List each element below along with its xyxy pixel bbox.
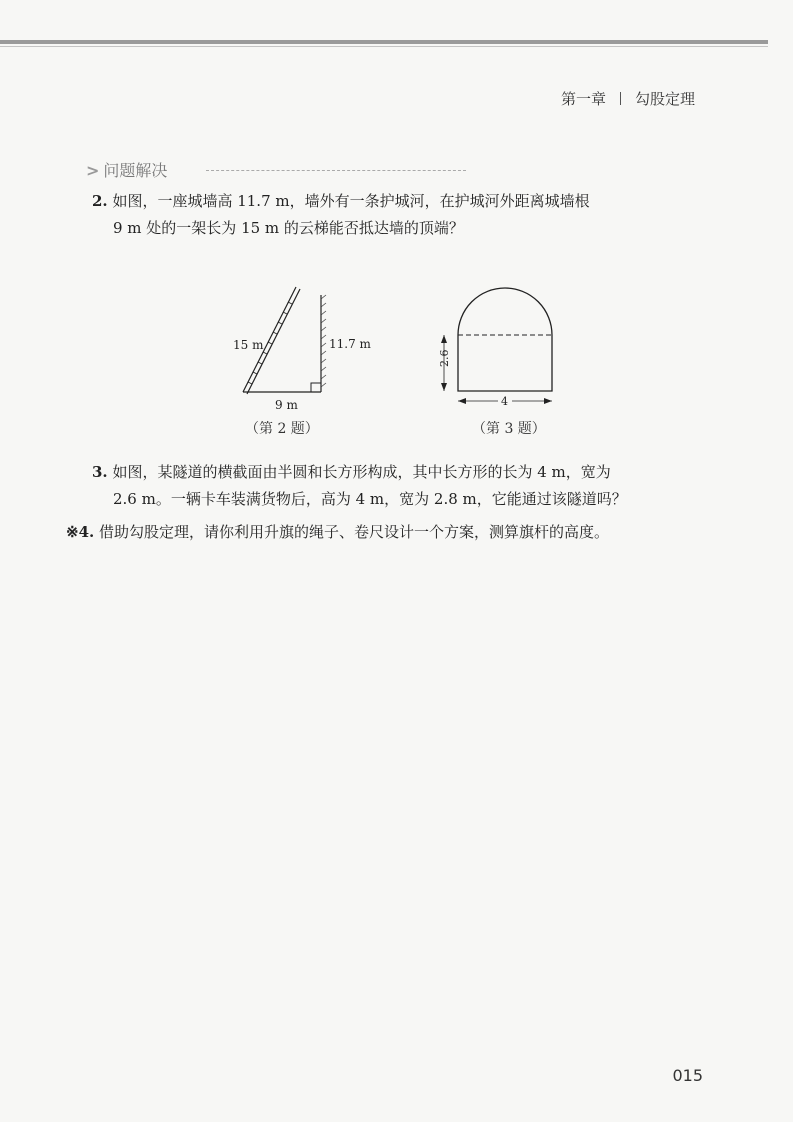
arrow-left-icon <box>458 398 466 404</box>
section-heading <box>86 158 167 181</box>
question-number: 2. <box>92 192 108 210</box>
section-divider <box>206 170 466 171</box>
ladder-diagram <box>225 285 385 415</box>
top-rule-thin <box>0 46 768 47</box>
right-angle-marker <box>311 383 321 392</box>
chapter-title: 勾股定理 <box>634 90 695 108</box>
ladder-length-label: 15 m <box>233 338 264 352</box>
page-number: 015 <box>672 1066 703 1085</box>
arrow-up-icon <box>441 335 447 343</box>
running-header <box>561 88 695 109</box>
question-2 <box>92 188 712 242</box>
chevron-right-icon: > <box>86 161 100 180</box>
question-number: 3. <box>92 463 108 481</box>
arrow-right-icon <box>544 398 552 404</box>
wall-hatching <box>321 295 326 387</box>
base-length-label: 9 m <box>275 398 298 412</box>
question-text-line1: 借助勾股定理，请你利用升旗的绳子、卷尺设计一个方案，测算旗杆的高度。 <box>99 523 610 541</box>
question-number: ※4. <box>66 523 95 541</box>
chapter-label: 第一章 <box>560 90 606 108</box>
figure-ladder <box>225 285 385 415</box>
height-label: 2.6 <box>438 349 451 367</box>
top-rule <box>0 40 768 44</box>
arrow-down-icon <box>441 383 447 391</box>
figure-2-caption: （第 2 题） <box>245 421 319 437</box>
wall-height-label: 11.7 m <box>329 337 371 351</box>
tunnel-diagram <box>428 285 568 415</box>
question-text-line1: 如图，某隧道的横截面由半圆和长方形构成，其中长方形的长为 4 m，宽为 <box>112 463 611 481</box>
question-3 <box>92 459 712 513</box>
question-4 <box>66 519 716 546</box>
figure-tunnel <box>428 285 568 415</box>
question-text-line2: 2.6 m。一辆卡车装满货物后，高为 4 m，宽为 2.8 m，它能通过该隧道吗？ <box>113 490 627 508</box>
figure-3-caption: （第 3 题） <box>472 421 546 437</box>
header-separator <box>620 92 621 105</box>
width-label: 4 <box>501 395 508 408</box>
tunnel-outline <box>458 288 552 391</box>
question-text-line1: 如图，一座城墙高 11.7 m，墙外有一条护城河，在护城河外距离城墙根 <box>112 192 590 210</box>
question-text-line2: 9 m 处的一架长为 15 m 的云梯能否抵达墙的顶端？ <box>113 219 464 237</box>
section-label: 问题解决 <box>103 161 168 180</box>
